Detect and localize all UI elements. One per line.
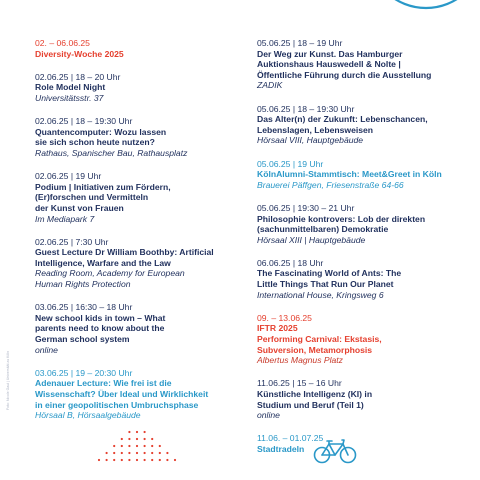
red-dot [128,459,130,461]
event-title-line: New school kids in town – What [35,312,166,323]
event-location-line: ZADIK [257,80,283,91]
red-dot [106,459,108,461]
red-dot [113,452,115,454]
event-title-line: Das Alter(n) der Zukunft: Lebenschancen, [257,114,428,125]
event-location-line: Rathaus, Spanischer Bau, Rathausplatz [35,147,188,158]
event-title-line: (Er)forschen und Vermitteln [35,192,149,203]
event-title-line: sie sich schon heute nutzen? [35,137,155,148]
event-location-line: Human Rights Protection [35,279,131,290]
red-dot [121,438,123,440]
event-title-line: parents need to know about the [35,323,165,334]
event-date: 11.06.25 | 15 – 16 Uhr [257,378,342,389]
event-title-line: Wissenschaft? Über Ideal und Wirklichkeit [35,389,209,399]
event-title-line: Philosophie kontrovers: Lob der direkten [257,213,426,224]
event-column-right [257,38,469,467]
event-item [257,313,469,366]
red-dot [151,459,153,461]
event-title-line: Role Model Night [35,82,106,93]
red-dot [136,452,138,454]
event-column-left [35,38,235,433]
event-location-line: Reading Room, Academy for European [35,268,185,279]
red-dot [121,445,123,447]
red-dot [144,459,146,461]
red-dot [98,459,100,461]
red-dot [174,459,176,461]
event-date: 03.06.25 | 19 – 20:30 Uhr [35,367,133,378]
red-dot [128,445,130,447]
event-location-line: Hörsaal B, Hörsaalgebäude [35,410,141,421]
red-dot [128,438,130,440]
event-title-line: Künstliche Intelligenz (KI) in [257,389,373,399]
event-location-line: International House, Kringsweg 6 [257,289,384,300]
red-dot [136,438,138,440]
event-item [257,258,469,300]
red-dot [151,438,153,440]
red-dot [166,459,168,461]
event-title-line: in einer geopolitischen Umbruchsphase [35,399,199,410]
event-title-line: German school system [35,334,130,345]
event-title-line: Studium und Beruf (Teil 1) [257,399,364,410]
event-date: 02. – 06.06.25 [35,38,90,48]
red-dot [159,459,161,461]
red-dot [144,445,146,447]
event-location-line: Albertus Magnus Platz [257,355,343,366]
event-title-line: Adenauer Lecture: Wie frei ist die [35,378,172,389]
event-title-line: Podium | Initiativen zum Fördern, [35,181,171,192]
event-title-line: KölnAlumni-Stammtisch: Meet&Greet in Köln [257,169,442,180]
event-item [35,302,235,355]
event-location-line: Universitätsstr. 37 [35,92,104,103]
red-dot [136,445,138,447]
event-title-line: der Kunst von Frauen [35,202,124,213]
red-dot [159,445,161,447]
event-item [35,116,235,158]
red-dot [144,431,146,433]
event-title-line: Lebenslagen, Lebensweisen [257,124,374,135]
event-item [257,104,469,146]
event-date: 02.06.25 | 18 – 20 Uhr [35,71,121,82]
event-title-line: Der Weg zur Kunst. Das Hamburger [257,48,403,59]
photo-credit: Foto: Nicole Gaul | Universität zu Köln [6,350,10,410]
event-date: 11.06. – 01.07.25 [257,433,324,444]
bicycle-icon [313,438,357,464]
event-title-line: The Fascinating World of Ants: The [257,268,402,279]
event-title-line: Subversion, Metamorphosis [257,344,373,355]
event-title-line: (sachunmittelbaren) Demokratie [257,224,389,235]
event-item [35,72,235,104]
red-dot [106,452,108,454]
event-date: 02.06.25 | 19 Uhr [35,171,102,182]
event-date: 02.06.25 | 7:30 Uhr [35,236,109,247]
red-dot [136,431,138,433]
event-date: 05.06.25 | 19:30 – 21 Uhr [257,202,355,213]
event-item [35,171,235,224]
event-location-line: Brauerei Päffgen, Friesenstraße 64-66 [257,179,404,190]
event-location-line: Hörsaal VIII, Hauptgebäude [257,135,364,146]
event-title-line: Diversity-Woche 2025 [35,48,124,59]
event-title-line: Auktionshaus Hauswedell & Nolte | [257,59,401,70]
red-dot [151,452,153,454]
red-dot [166,452,168,454]
event-title-line: Intelligence, Warfare and the Law [35,257,171,268]
event-item [35,38,235,59]
red-dot [151,445,153,447]
event-location-line: online [35,344,58,355]
event-item [35,368,235,421]
event-title-line: Stadtradeln [257,443,305,454]
event-location-line: online [257,410,280,421]
red-dot [144,438,146,440]
event-item [257,38,469,91]
red-dot [159,452,161,454]
red-dot [113,459,115,461]
event-date: 06.06.25 | 18 Uhr [257,257,324,268]
red-dot [128,431,130,433]
event-date: 03.06.25 | 16:30 – 18 Uhr [35,302,133,313]
red-dot-triangle-decoration [82,428,192,464]
red-dot [128,452,130,454]
event-date: 05.06.25 | 18 – 19:30 Uhr [257,103,355,114]
event-item [257,203,469,245]
event-item [257,378,469,420]
red-dot [113,445,115,447]
event-date: 09. – 13.06.25 [257,312,312,323]
red-dot [121,452,123,454]
red-dot [136,459,138,461]
event-location-line: Im Mediapark 7 [35,213,95,224]
event-title-line: Guest Lecture Dr William Boothby: Artificial [35,247,214,258]
event-item [35,237,235,290]
event-title-line: Little Things That Run Our Planet [257,279,394,290]
red-dot [121,459,123,461]
decorative-arc [366,0,480,20]
event-date: 05.06.25 | 19 Uhr [257,158,324,169]
event-title-line: Öffentliche Führung durch die Ausstellung [257,69,432,80]
event-title-line: Performing Carnival: Ekstasis, [257,334,382,345]
event-item [257,159,469,191]
event-location-line: Hörsaal XIII | Hauptgebäude [257,234,366,245]
event-date: 02.06.25 | 18 – 19:30 Uhr [35,116,133,127]
event-title-line: IFTR 2025 [257,323,298,334]
red-dot [144,452,146,454]
event-item [257,433,469,454]
event-date: 05.06.25 | 18 – 19 Uhr [257,38,343,48]
event-title-line: Quantencomputer: Wozu lassen [35,126,167,137]
